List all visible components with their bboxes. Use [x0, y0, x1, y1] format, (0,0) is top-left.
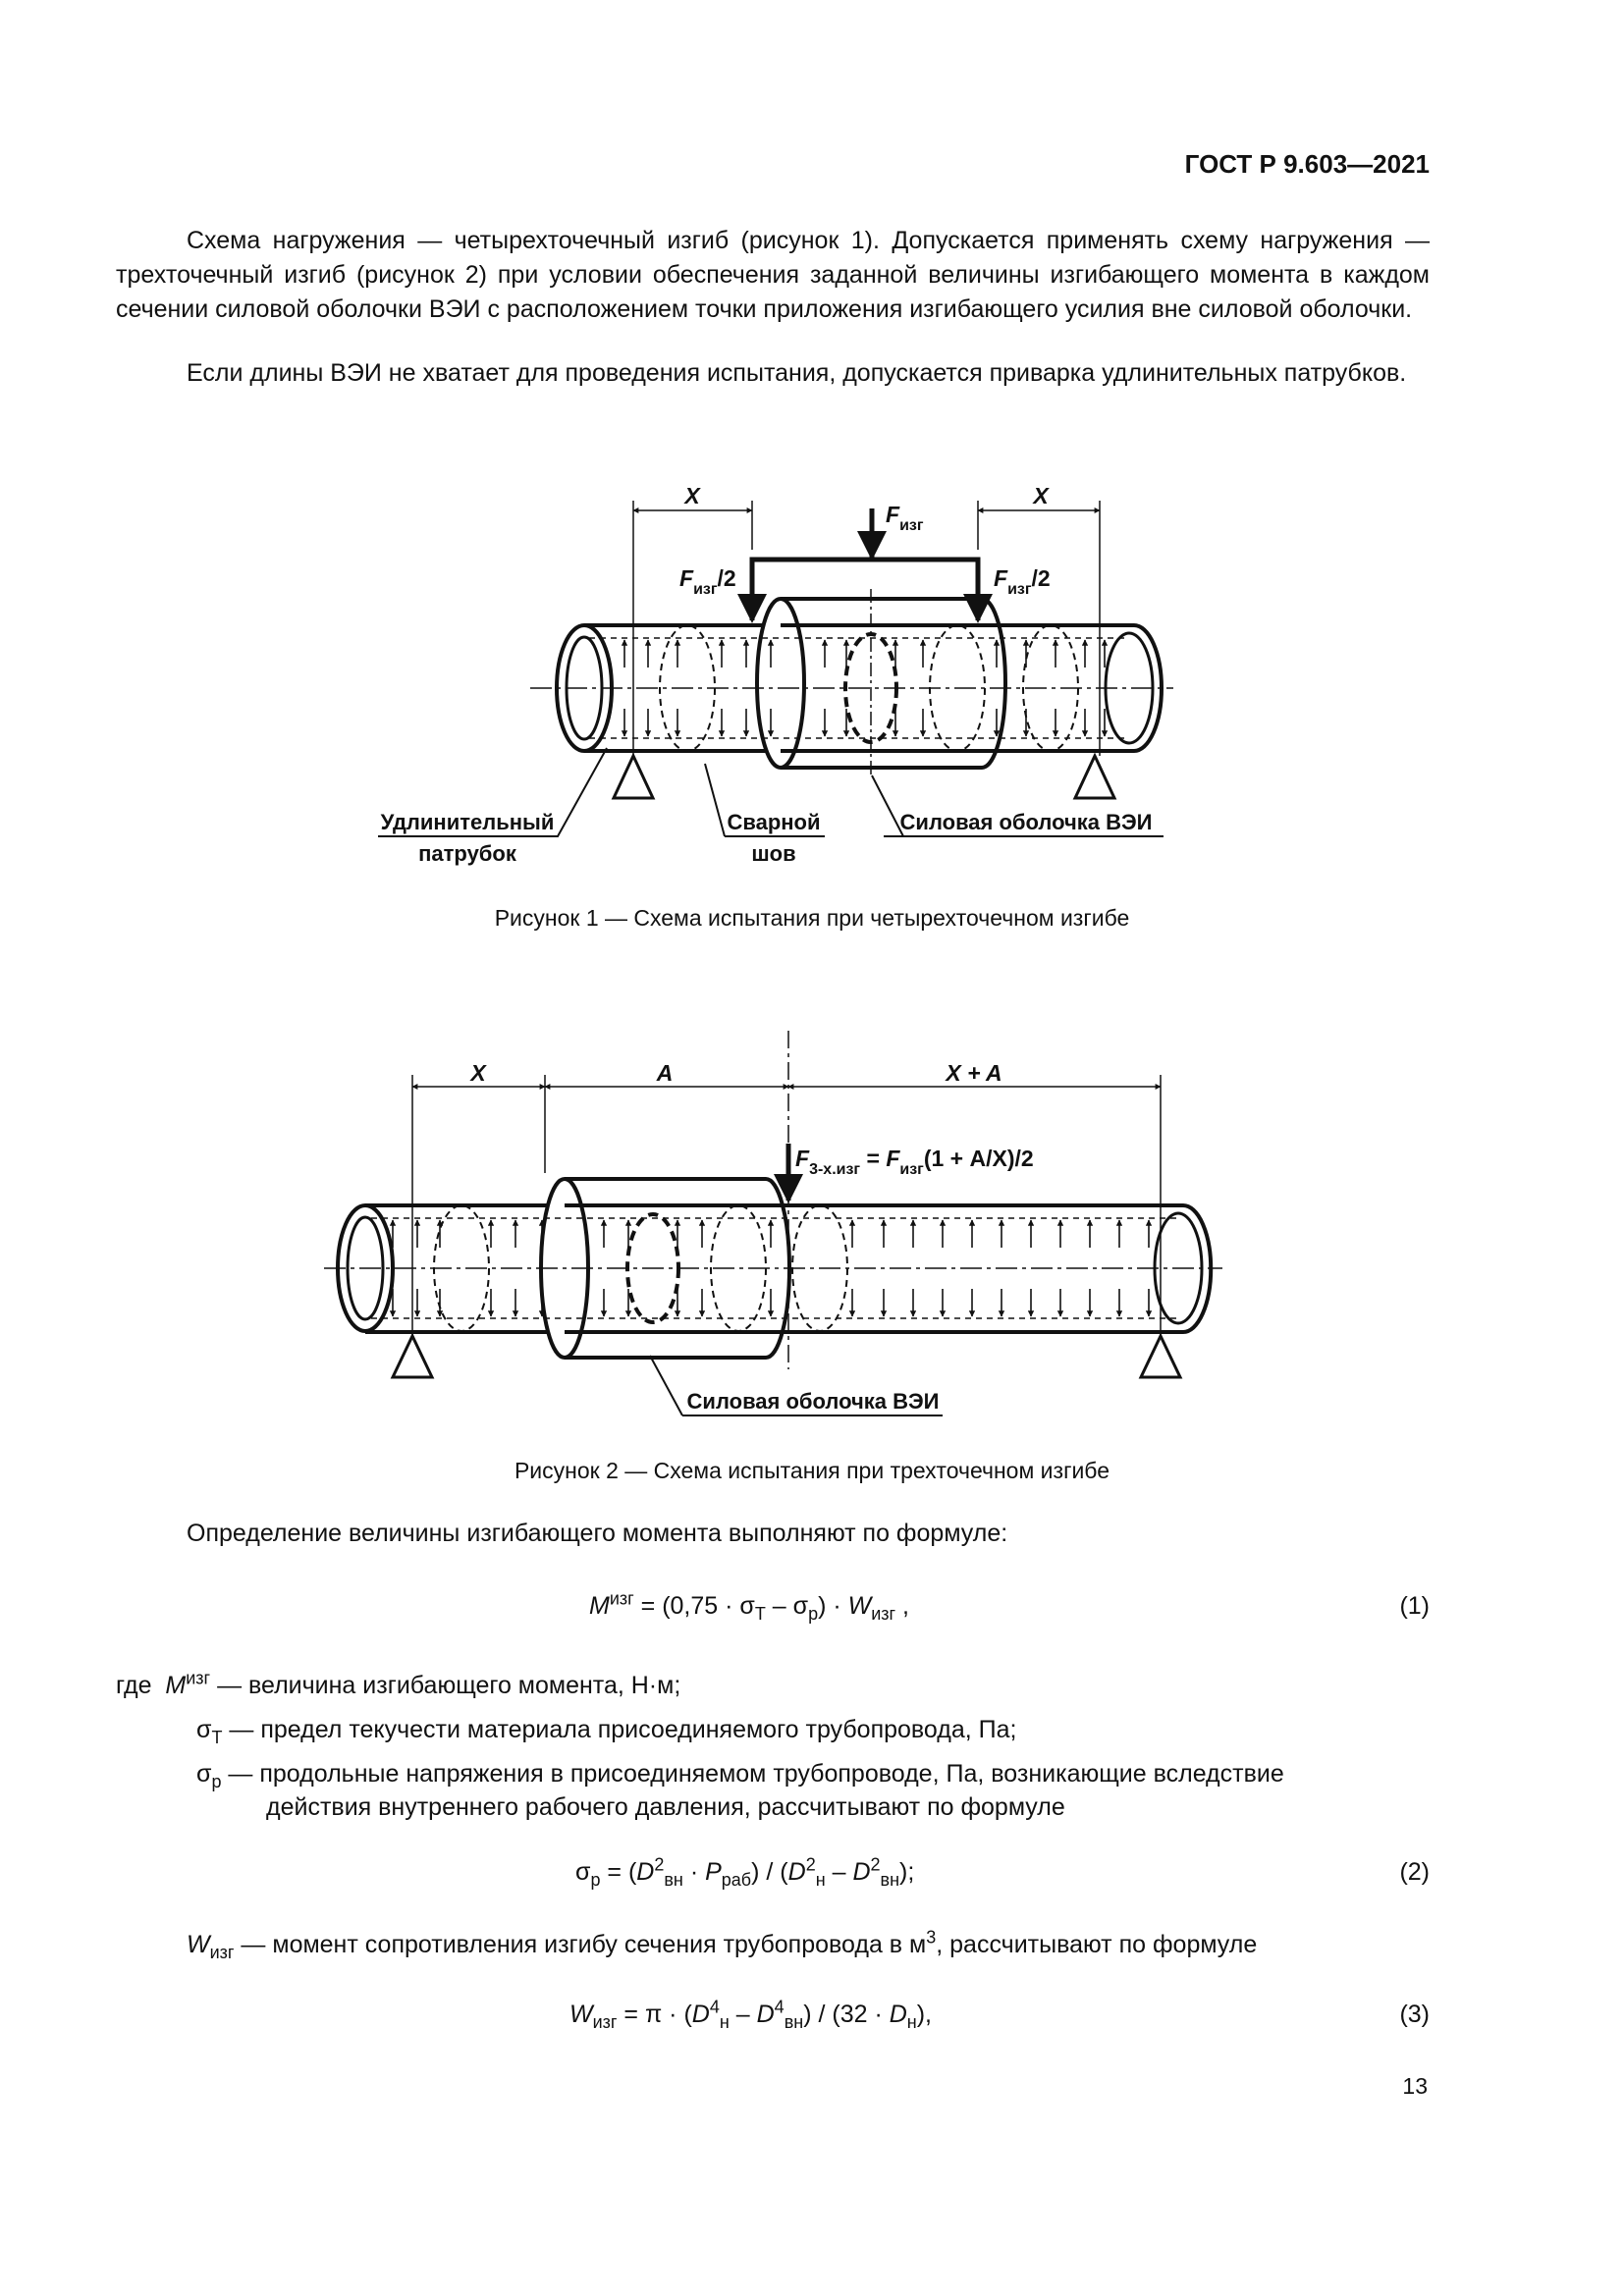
figure-2-caption: Рисунок 2 — Схема испытания при трехточечном изгибе	[514, 1458, 1110, 1483]
definition-sigma-p-cont: действия внутреннего рабочего давления, рассчитывают по формуле	[266, 1793, 1065, 1821]
paragraph-text: Схема нагружения — четырехточечный изгиб (рисунок 1). Допускается применять схему нагружения — трехточечный изгиб (рисунок 2) при условии обеспечения заданной величины изгибающего момента в каждом сечении силовой оболочки ВЭИ с расположением точки приложения изгибающего усилия вне силовой оболочки.	[116, 227, 1430, 323]
definition-sigma-t: $\sigma_Т$ — предел текучести материала присоединяемого трубопровода, Па;	[196, 1716, 1017, 1747]
figure-2-diagram	[0, 1026, 1624, 1428]
figure-1-diagram	[0, 471, 1624, 883]
support-right	[1075, 756, 1114, 798]
leader-weld	[705, 764, 725, 836]
dim-label-a: A	[656, 1060, 674, 1086]
label-shell: Силовая оболочка ВЭИ	[899, 810, 1153, 834]
formula-2-number: (2)	[1399, 1858, 1430, 1886]
formula-2: $\sigma_р = (D^2_{вн} \cdot P_{раб}) / (D^2_н - D^2_{вн})$;	[575, 1854, 915, 1890]
dim-label-x-left: X	[684, 483, 700, 508]
support-left	[393, 1336, 432, 1377]
force-label-3point: $F_{3-х.изг} = F_{изг}(1 + A/X)/2$	[795, 1146, 1034, 1178]
label-extension-line2: патрубок	[418, 841, 516, 866]
label-weld-line1: Сварной	[727, 810, 821, 834]
leader-shell	[872, 775, 903, 836]
label-weld-line2: шов	[751, 841, 796, 866]
label-extension-line1: Удлинительный	[380, 810, 555, 834]
force-label-half-left: $F_{изг}/2$	[679, 565, 736, 598]
dim-label-x: X	[470, 1060, 486, 1086]
dim-label-xa: X + A	[946, 1060, 1002, 1086]
support-left	[614, 756, 653, 798]
loading-beam	[752, 560, 978, 614]
formula-3-number: (3)	[1399, 2001, 1430, 2028]
support-right	[1141, 1336, 1180, 1377]
dim-label-x-right: X	[1033, 483, 1049, 508]
definition-sigma-p: $\sigma_р$ — продольные напряжения в присоединяемом трубопроводе, Па, возникающие вследствие	[196, 1760, 1284, 1791]
paragraph-loading-scheme	[116, 224, 1430, 327]
label-shell: Силовая оболочка ВЭИ	[686, 1389, 940, 1414]
figure-1-caption: Рисунок 1 — Схема испытания при четырехточечном изгибе	[494, 905, 1130, 931]
formula-1-number: (1)	[1399, 1592, 1430, 1620]
formula-3: $W_{изг} = \pi \cdot (D^4_н - D^4_{вн}) / (32 \cdot D_н)$,	[569, 1997, 933, 2032]
force-label-main: $F_{изг}$	[886, 502, 924, 534]
paragraph-extension	[116, 356, 1430, 391]
force-label-half-right: $F_{изг}/2$	[994, 565, 1051, 598]
definition-m: где $M^{изг}$ — величина изгибающего момента, Н·м;	[116, 1668, 681, 1699]
page-number: 13	[1402, 2073, 1428, 2099]
formula-1: $M^{изг} = (0,75 \cdot \sigma_Т - \sigma_р) \cdot W_{изг}$ ,	[589, 1588, 910, 1624]
paragraph-text: Если длины ВЭИ не хватает для проведения испытания, допускается приварка удлинительных патрубков.	[187, 359, 1407, 387]
definition-w: $W_{изг}$ — момент сопротивления изгибу сечения трубопровода в $м^3$, рассчитывают по формуле	[187, 1927, 1258, 1962]
document-standard-header: ГОСТ Р 9.603—2021	[1184, 149, 1430, 179]
formula-intro: Определение величины изгибающего момента выполняют по формуле:	[187, 1520, 1008, 1547]
leader-shell	[650, 1356, 682, 1415]
